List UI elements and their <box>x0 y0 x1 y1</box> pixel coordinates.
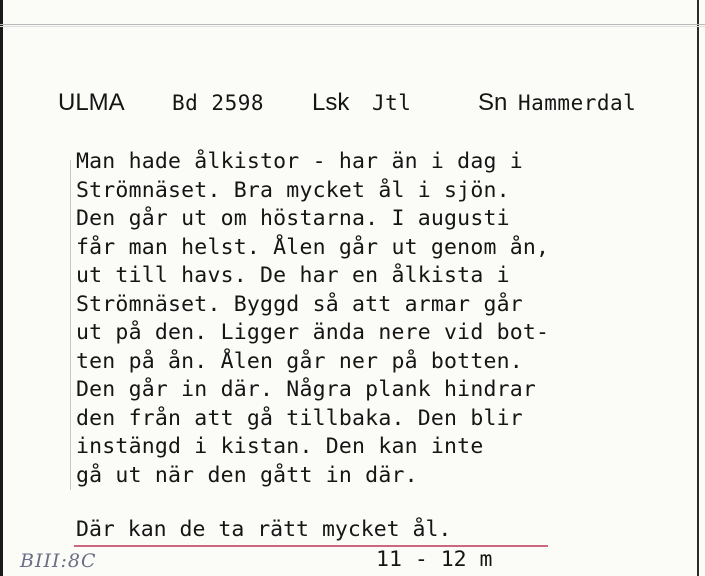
text-line: Den går ut om höstarna. I augusti <box>76 206 510 231</box>
text-line: får man helst. Ålen går ut genom ån, <box>76 234 550 260</box>
text-line: Den går in där. Några plank hindrar <box>76 377 537 402</box>
text-line: instängd i kistan. Den kan inte <box>76 434 484 459</box>
province-value: Jtl <box>372 91 412 115</box>
text-line: Strömnäset. Bra mycket ål i sjön. <box>76 177 510 203</box>
transcript-text <box>76 148 549 490</box>
text-line: gå ut när den gått in där. <box>76 462 418 488</box>
archive-label: ULMA <box>58 89 125 116</box>
text-line: Strömnäset. Byggd så att armar går <box>76 291 523 317</box>
province-label: Lsk <box>312 89 350 116</box>
card-right-edge <box>697 0 699 576</box>
parish-value: Hammerdal <box>518 91 637 115</box>
text-line: ut till havs. De har en ålkista i <box>76 263 510 288</box>
text-line: den från att gå tillbaka. Den blir <box>76 405 523 431</box>
card-top-edge-shadow <box>0 26 705 27</box>
text-line: Man hade ålkistor - har än i dag i <box>76 149 523 174</box>
card-left-edge <box>0 0 3 576</box>
card-top-edge <box>0 24 705 25</box>
parish-label: Sn <box>478 89 508 116</box>
depth-note: 11 - 12 m <box>376 547 493 572</box>
text-line: ut på den. Ligger ända nere vid bot- <box>76 320 550 345</box>
volume-number: Bd 2598 <box>172 91 265 115</box>
margin-mark <box>70 160 71 490</box>
text-line: ten på ån. Ålen går ner på botten. <box>76 348 523 374</box>
closing-line: Där kan de ta rätt mycket ål. <box>76 517 452 542</box>
handwritten-reference: BIII:8C <box>20 550 97 572</box>
